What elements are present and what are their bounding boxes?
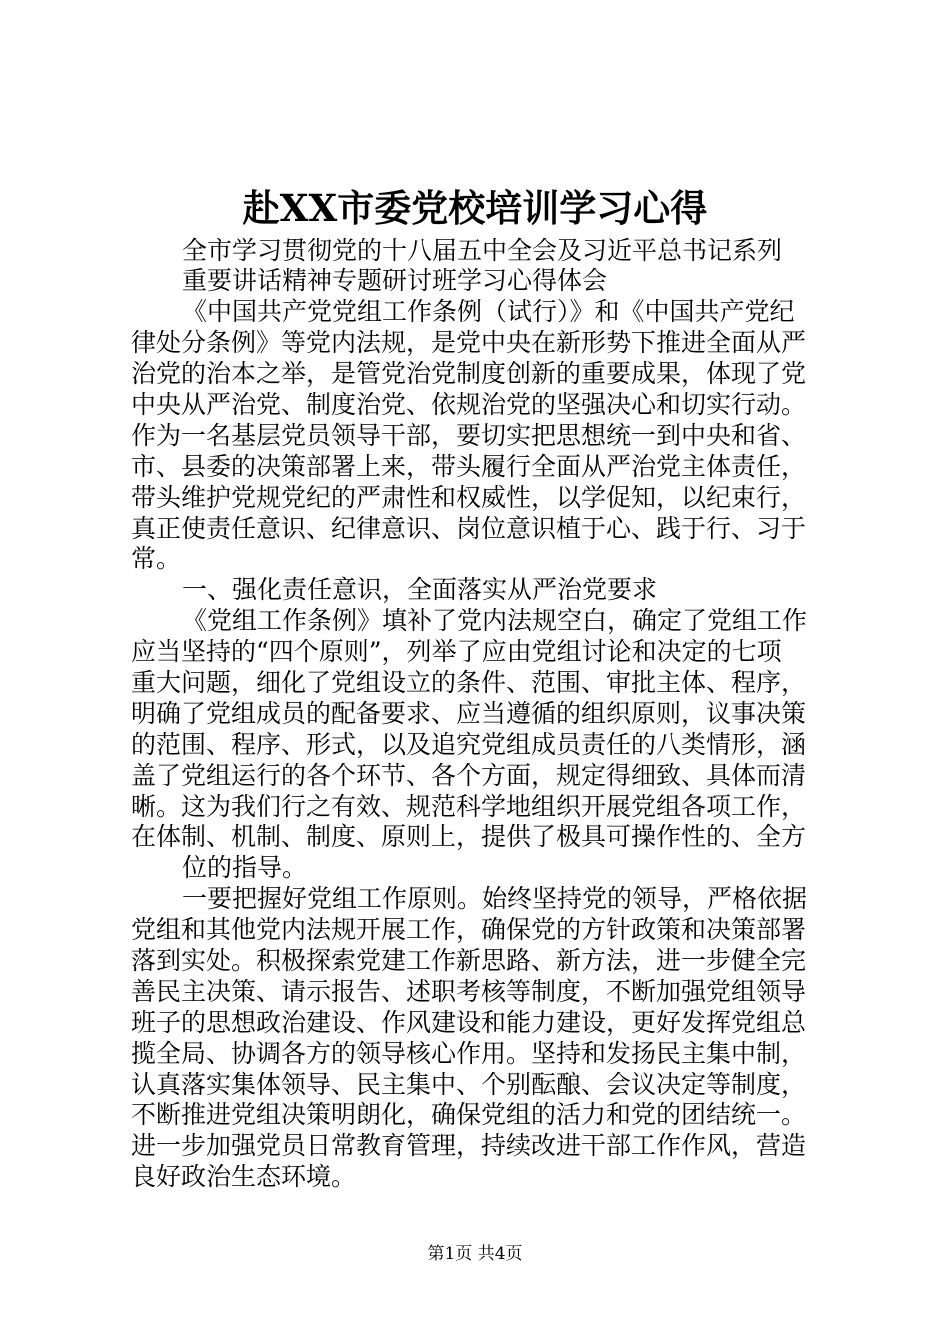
paragraph-line: 班子的思想政治建设、作风建设和能力建设，更好发挥党组总 bbox=[131, 1008, 807, 1037]
paragraph-line: 真正使责任意识、纪律意识、岗位意识植于心、践于行、习于 bbox=[131, 514, 807, 543]
paragraph-line: 晰。这为我们行之有效、规范科学地组织开展党组各项工作， bbox=[131, 792, 807, 821]
paragraph-line: 《党组工作条例》填补了党内法规空白，确定了党组工作 bbox=[182, 606, 808, 635]
paragraph-line: 良好政治生态环境。 bbox=[131, 1162, 357, 1191]
document-title: 赴XX市委党校培训学习心得 bbox=[242, 186, 708, 230]
paragraph-line: 治党的治本之举，是管党治党制度创新的重要成果，体现了党 bbox=[131, 359, 807, 388]
paragraph-line: 不断推进党组决策明朗化，确保党组的活力和党的团结统一。 bbox=[131, 1100, 807, 1129]
paragraph-line: 认真落实集体领导、民主集中、个别酝酿、会议决定等制度， bbox=[131, 1070, 807, 1099]
paragraph-line: 应当坚持的“四个原则”，列举了应由党组讨论和决定的七项 bbox=[131, 637, 782, 666]
paragraph-line: 位的指导。 bbox=[182, 853, 308, 882]
paragraph-line: 在体制、机制、制度、原则上，提供了极具可操作性的、全方 bbox=[131, 822, 807, 851]
paragraph-line: 揽全局、协调各方的领导核心作用。坚持和发扬民主集中制， bbox=[131, 1039, 807, 1068]
paragraph-line: 一要把握好党组工作原则。始终坚持党的领导，严格依据 bbox=[182, 884, 808, 913]
paragraph-line: 的范围、程序、形式，以及追究党组成员责任的八类情形，涵 bbox=[131, 730, 807, 759]
paragraph-line: 进一步加强党员日常教育管理，持续改进干部工作作风，营造 bbox=[131, 1131, 807, 1160]
paragraph-line: 党组和其他党内法规开展工作，确保党的方针政策和决策部署 bbox=[131, 915, 807, 944]
paragraph-line: 作为一名基层党员领导干部，要切实把思想统一到中央和省、 bbox=[131, 421, 807, 450]
page-number-footer: 第1页 共4页 bbox=[427, 1244, 523, 1264]
paragraph-line: 落到实处。积极探索党建工作新思路、新方法，进一步健全完 bbox=[131, 946, 807, 975]
paragraph-line: 常。 bbox=[131, 544, 182, 573]
paragraph-line: 带头维护党规党纪的严肃性和权威性，以学促知，以纪束行， bbox=[131, 483, 807, 512]
paragraph-line: 盖了党组运行的各个环节、各个方面，规定得细致、具体而清 bbox=[131, 761, 807, 790]
subtitle-line: 重要讲话精神专题研讨班学习心得体会 bbox=[182, 266, 608, 295]
paragraph-line: 律处分条例》等党内法规，是党中央在新形势下推进全面从严 bbox=[131, 328, 807, 357]
paragraph-line: 重大问题，细化了党组设立的条件、范围、审批主体、程序， bbox=[131, 668, 807, 697]
paragraph-line: 善民主决策、请示报告、述职考核等制度，不断加强党组领导 bbox=[131, 977, 807, 1006]
paragraph-line: 明确了党组成员的配备要求、应当遵循的组织原则，议事决策 bbox=[131, 699, 807, 728]
paragraph-line: 《中国共产党党组工作条例（试行）》和《中国共产党纪 bbox=[182, 297, 795, 326]
section-heading: 一、强化责任意识，全面落实从严治党要求 bbox=[182, 575, 658, 604]
paragraph-line: 中央从严治党、制度治党、依规治党的坚强决心和切实行动。 bbox=[131, 390, 807, 419]
subtitle-line: 全市学习贯彻党的十八届五中全会及习近平总书记系列 bbox=[182, 236, 783, 265]
paragraph-line: 市、县委的决策部署上来，带头履行全面从严治党主体责任， bbox=[131, 452, 807, 481]
